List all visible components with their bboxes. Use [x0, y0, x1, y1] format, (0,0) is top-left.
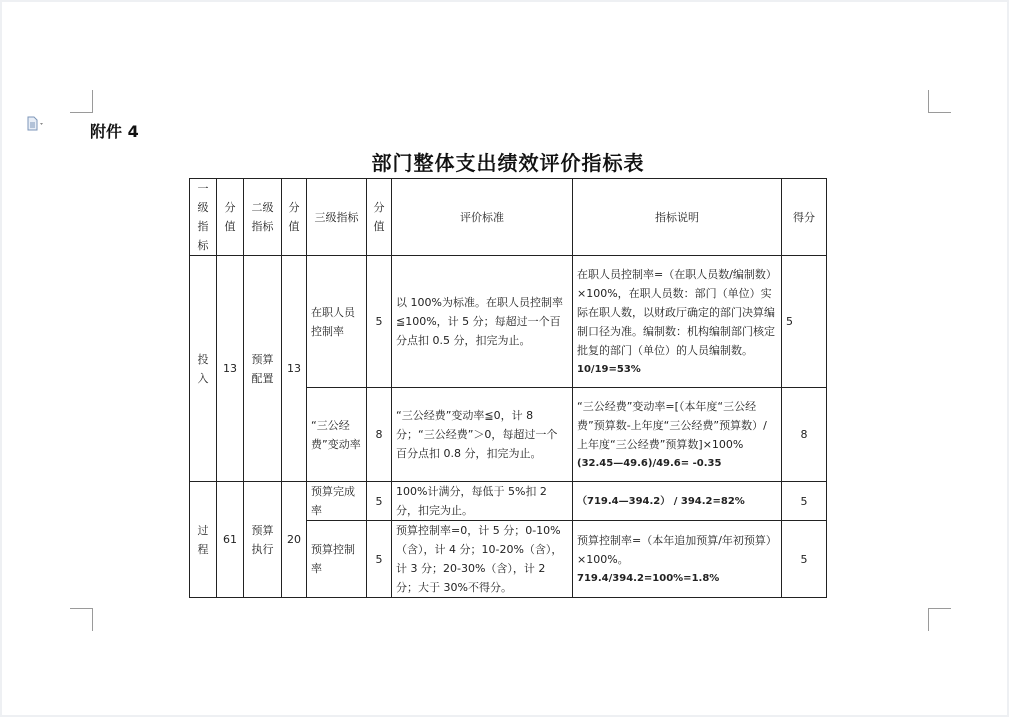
row-score3: 8: [367, 388, 392, 482]
explanation-text: 预算控制率=（本年追加预算/年初预算）×100%。: [577, 533, 777, 566]
row-result: 5: [782, 482, 827, 521]
row-explanation: [573, 388, 782, 482]
calculation-text: 719.4/394.2=100%=1.8%: [577, 572, 720, 584]
row-result: 5: [782, 521, 827, 598]
group-level1: 投入: [190, 256, 217, 482]
row-explanation: [573, 521, 782, 598]
header-level2: 二级指标: [244, 179, 282, 256]
header-level3: 三级指标: [307, 179, 367, 256]
calculation-text: （719.4—394.2） / 394.2=82%: [577, 495, 745, 507]
row-level3: 在职人员控制率: [307, 256, 367, 388]
row-score3: 5: [367, 482, 392, 521]
header-explanation: 指标说明: [573, 179, 782, 256]
row-criteria: 预算控制率=0，计 5 分；0-10%（含），计 4 分；10-20%（含），计 3 分；20-30%（含），计 2 分；大于 30%不得分。: [392, 521, 573, 598]
table-row: [190, 482, 827, 521]
chevron-down-icon: [40, 123, 43, 125]
crop-mark-bottom-left: [70, 608, 93, 631]
row-criteria: 以 100%为标准。在职人员控制率≦100%，计 5 分；每超过一个百分点扣 0.5 分，扣完为止。: [392, 256, 573, 388]
attachment-label: 附件 4: [90, 122, 139, 141]
calculation-text: 10/19=53%: [577, 363, 641, 375]
document-icon[interactable]: [26, 116, 46, 132]
crop-mark-bottom-right: [928, 608, 951, 631]
row-level3: “三公经费”变动率: [307, 388, 367, 482]
crop-mark-top-right: [928, 90, 951, 113]
group-score2: 13: [282, 256, 307, 482]
group-level2: 预算配置: [244, 256, 282, 482]
group-level2: 预算执行: [244, 482, 282, 598]
explanation-text: 在职人员控制率=（在职人员数/编制数）×100%，在职人员数：部门（单位）实际在职人数，以财政厅确定的部门决算编制口径为准。编制数：机构编制部门核定批复的部门（单位）的人员编制数。: [577, 267, 777, 357]
group-score1: 13: [217, 256, 244, 482]
header-score3: 分值: [367, 179, 392, 256]
header-criteria: 评价标准: [392, 179, 573, 256]
table-row: [190, 256, 827, 388]
header-result: 得分: [782, 179, 827, 256]
group-level1: 过程: [190, 482, 217, 598]
group-score1: 61: [217, 482, 244, 598]
row-level3: 预算控制率: [307, 521, 367, 598]
table-header-row: [190, 179, 827, 256]
row-result: 8: [782, 388, 827, 482]
calculation-text: (32.45—49.6)/49.6= -0.35: [577, 457, 722, 469]
group-score2: 20: [282, 482, 307, 598]
page-title: 部门整体支出绩效评价指标表: [371, 151, 645, 175]
header-score2: 分值: [282, 179, 307, 256]
crop-mark-top-left: [70, 90, 93, 113]
row-level3: 预算完成率: [307, 482, 367, 521]
row-explanation: [573, 256, 782, 388]
row-criteria: “三公经费”变动率≦0，计 8 分；“三公经费”＞0，每超过一个百分点扣 0.8 分，扣完为止。: [392, 388, 573, 482]
row-explanation: [573, 482, 782, 521]
header-score1: 分值: [217, 179, 244, 256]
row-score3: 5: [367, 256, 392, 388]
indicator-table: [189, 178, 827, 598]
explanation-text: “三公经费”变动率=[（本年度“三公经费”预算数-上年度“三公经费”预算数）/上年度“三公经费”预算数]×100%: [577, 399, 767, 451]
row-criteria: 100%计满分，每低于 5%扣 2 分，扣完为止。: [392, 482, 573, 521]
header-level1: 一级指标: [190, 179, 217, 256]
row-score3: 5: [367, 521, 392, 598]
row-result: 5: [782, 256, 827, 388]
